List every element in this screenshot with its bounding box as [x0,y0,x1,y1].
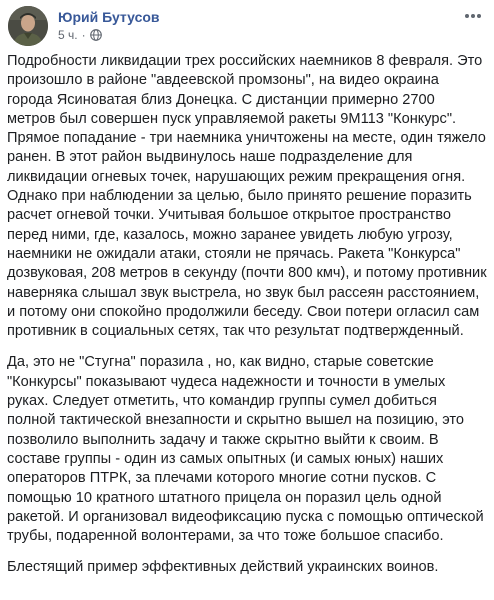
avatar-image [8,6,48,46]
author-avatar[interactable] [8,6,48,46]
post-header [8,6,486,46]
meta-separator: · [81,28,86,42]
more-options-icon[interactable] [462,8,484,24]
author-name[interactable]: Юрий Бутусов [58,9,160,25]
post-paragraph-1: Подробности ликвидации трех российских наемников 8 февраля. Это произошло в районе "авдеевской промзоны", на видео окраина города Ясиноватая близ Донецка. С дистанции примерно 2700 метров был совершен пуск управляемой ракеты 9М113 "Конкурс". Прямое попадание - три наемника уничтожены на месте, один тяжело ранен. В этот район выдвинулось наше подразделение для ликвидации огневых точек, нарушающих режим прекращения огня. Однако при наблюдении за целью, было принято решение поразить расчет огневой точки. Учитывая большое открытое пространство перед ними, где, казалось, можно заранее увидеть любую угрозу, наемники не ожидали атаки, стояли не прячась. Ракета "Конкурса" дозвуковая, 208 метров в секунду (почти 800 кмч), и потому противник наверняка слышал звук выстрела, но звук был рассеян расстоянием, и потому они спокойно продолжили беседу. Свои потери огласил сам противник в социальных сетях, так что результат подтвержденный. [7,53,487,340]
post-body [7,52,487,578]
post-paragraph-3: Блестящий пример эффективных действий украинских воинов. [7,559,439,576]
post-timestamp[interactable]: 5 ч. [58,28,78,42]
post-meta [58,28,102,42]
post-paragraph-2: Да, это не "Стугна" поразила , но, как видно, старые советские "Конкурсы" показывают чудеса надежности и точности в умелых руках. Следует отметить, что командир группы сумел добиться полной тактической внезапности и скрытно вышел на позицию, это позволило выполнить задачу и также скрытно выйти к своим. В составе группы - один из самых опытных (и самых юных) наших операторов ПТРК, за плечами которого многие сотни пусков. С помощью 10 кратного штатного прицела он поразил цель одной ракетой. И организовал видеофиксацию пуска с помощью оптической трубы, подаренной волонтерами, за что тоже большое спасибо. [7,354,484,545]
globe-icon [90,29,102,41]
